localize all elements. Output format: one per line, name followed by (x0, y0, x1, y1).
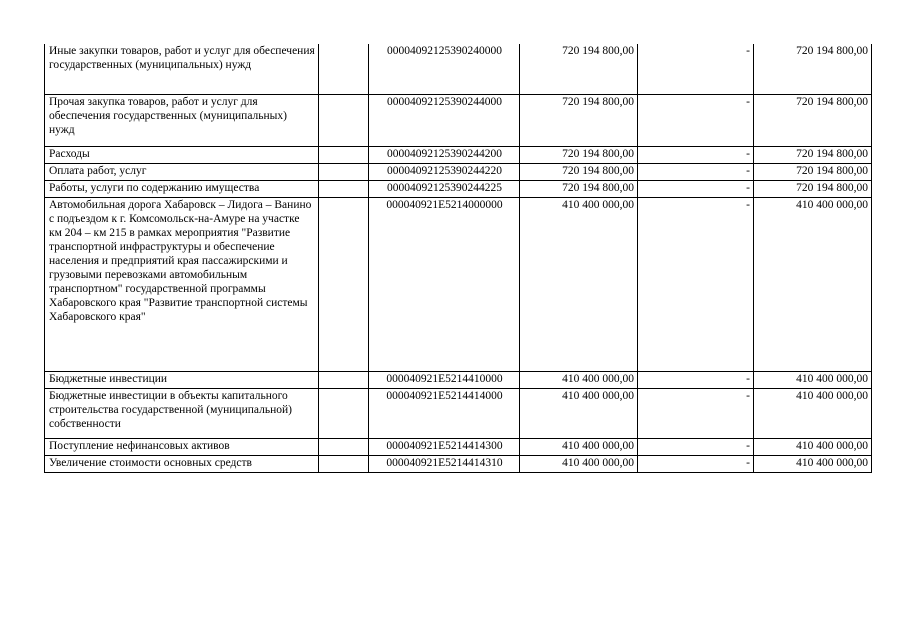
row-name: Поступление нефинансовых активов (45, 438, 319, 455)
table-row (45, 180, 872, 197)
row-blank-cell (319, 197, 369, 371)
row-blank-cell (319, 371, 369, 388)
row-executed: - (638, 94, 754, 146)
row-executed: - (638, 44, 754, 94)
row-approved: 720 194 800,00 (520, 94, 638, 146)
row-remaining: 410 400 000,00 (754, 455, 872, 472)
row-blank-cell (319, 146, 369, 163)
row-executed: - (638, 197, 754, 371)
row-remaining: 720 194 800,00 (754, 94, 872, 146)
table-row (45, 388, 872, 438)
row-name: Работы, услуги по содержанию имущества (45, 180, 319, 197)
row-name: Прочая закупка товаров, работ и услуг для обеспечения государственных (муниципальных) нужд (45, 94, 319, 146)
row-remaining: 720 194 800,00 (754, 180, 872, 197)
table-row (45, 163, 872, 180)
row-remaining: 720 194 800,00 (754, 163, 872, 180)
row-executed: - (638, 180, 754, 197)
row-approved: 410 400 000,00 (520, 455, 638, 472)
row-blank-cell (319, 94, 369, 146)
table-row (45, 94, 872, 146)
row-approved: 410 400 000,00 (520, 438, 638, 455)
row-code: 000040921E5214000000 (369, 197, 520, 371)
row-blank-cell (319, 438, 369, 455)
row-executed: - (638, 146, 754, 163)
row-code: 000040921E5214410000 (369, 371, 520, 388)
row-code: 00004092125390244000 (369, 94, 520, 146)
row-approved: 720 194 800,00 (520, 180, 638, 197)
row-name: Автомобильная дорога Хабаровск – Лидога – Ванино с подъездом к г. Комсомольск-на-Амуре на участке км 204 – км 215 в рамках мероприятия "Развитие транспортной инфраструктуры и обеспечение населения и предприятий края пассажирскими и грузовыми перевозками автомобильным транспортном" государственной программы Хабаровского края "Развитие транспортной системы Хабаровского края" (45, 197, 319, 371)
table-row (45, 197, 872, 371)
row-approved: 720 194 800,00 (520, 44, 638, 94)
row-code: 000040921E5214414300 (369, 438, 520, 455)
row-name: Бюджетные инвестиции в объекты капитального строительства государственной (муниципальной) собственности (45, 388, 319, 438)
row-blank-cell (319, 388, 369, 438)
row-name: Увеличение стоимости основных средств (45, 455, 319, 472)
row-remaining: 410 400 000,00 (754, 388, 872, 438)
row-code: 000040921E5214414000 (369, 388, 520, 438)
row-code: 00004092125390244220 (369, 163, 520, 180)
row-name: Оплата работ, услуг (45, 163, 319, 180)
row-executed: - (638, 455, 754, 472)
row-approved: 410 400 000,00 (520, 371, 638, 388)
table-row (45, 455, 872, 472)
row-code: 00004092125390244200 (369, 146, 520, 163)
table-row (45, 371, 872, 388)
row-executed: - (638, 371, 754, 388)
row-remaining: 410 400 000,00 (754, 371, 872, 388)
table-row (45, 146, 872, 163)
row-blank-cell (319, 163, 369, 180)
row-executed: - (638, 163, 754, 180)
row-approved: 720 194 800,00 (520, 146, 638, 163)
row-remaining: 410 400 000,00 (754, 197, 872, 371)
row-remaining: 720 194 800,00 (754, 44, 872, 94)
row-code: 00004092125390244225 (369, 180, 520, 197)
row-approved: 410 400 000,00 (520, 388, 638, 438)
row-blank-cell (319, 180, 369, 197)
row-name: Бюджетные инвестиции (45, 371, 319, 388)
table-row (45, 438, 872, 455)
row-name: Расходы (45, 146, 319, 163)
row-executed: - (638, 438, 754, 455)
row-code: 000040921E5214414310 (369, 455, 520, 472)
row-remaining: 410 400 000,00 (754, 438, 872, 455)
row-name: Иные закупки товаров, работ и услуг для обеспечения государственных (муниципальных) нужд (45, 44, 319, 94)
row-approved: 410 400 000,00 (520, 197, 638, 371)
row-remaining: 720 194 800,00 (754, 146, 872, 163)
row-blank-cell (319, 455, 369, 472)
row-code: 00004092125390240000 (369, 44, 520, 94)
budget-execution-table (44, 44, 872, 473)
row-executed: - (638, 388, 754, 438)
row-approved: 720 194 800,00 (520, 163, 638, 180)
row-blank-cell (319, 44, 369, 94)
table-row (45, 44, 872, 94)
